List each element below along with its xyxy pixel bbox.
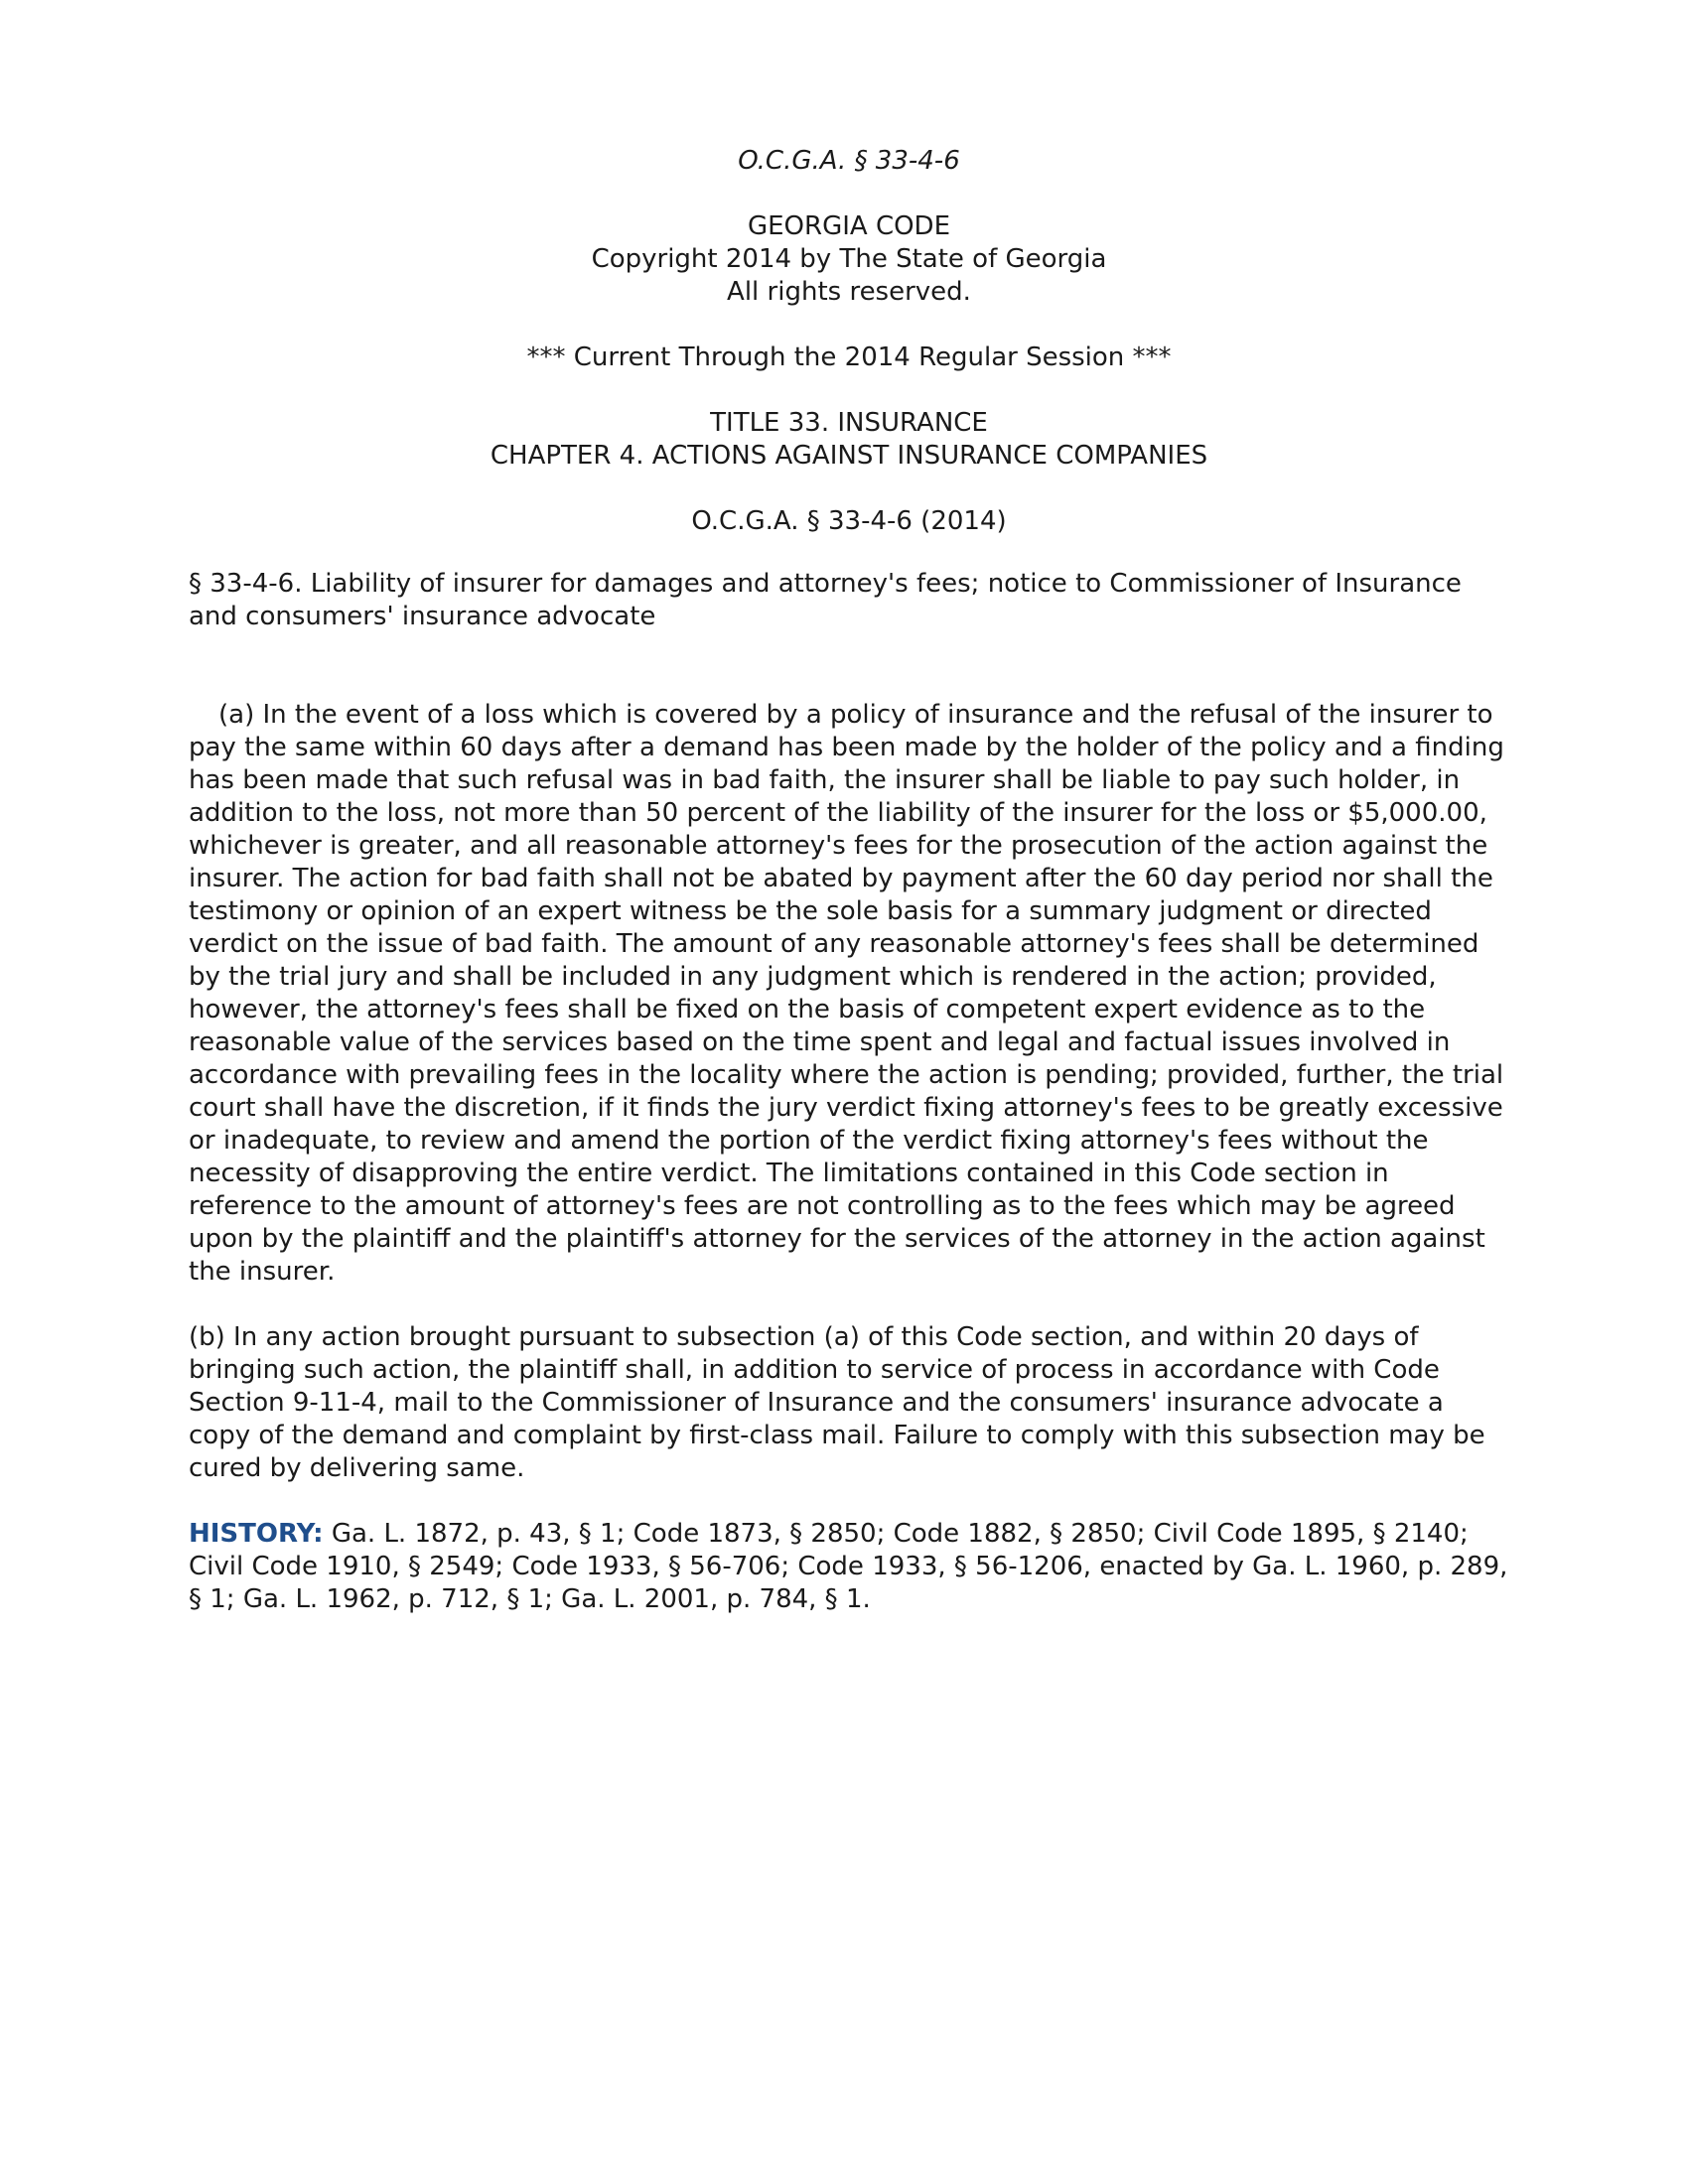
document-page (189, 145, 1509, 1616)
rights-line: All rights reserved. (727, 277, 971, 307)
title-heading: TITLE 33. INSURANCE (710, 408, 988, 438)
citation-title: O.C.G.A. § 33-4-6 (738, 146, 960, 176)
history-label: HISTORY: (189, 1519, 324, 1549)
section-citation: O.C.G.A. § 33-4-6 (2014) (691, 506, 1007, 536)
history-text: Ga. L. 1872, p. 43, § 1; Code 1873, § 2850; Code 1882, § 2850; Civil Code 1895, § 2140; Civil Code 1910, § 2549; Code 1933, § 56-706; Code 1933, § 56-1206, enacted by Ga. L. 1960, p. 289, § 1; Ga. L. 1962, p. 712, § 1; Ga. L. 2001, p. 784, § 1. (189, 1519, 1508, 1614)
currency-note: *** Current Through the 2014 Regular Session *** (526, 342, 1172, 372)
subsection-b: (b) In any action brought pursuant to subsection (a) of this Code section, and within 20 days of bringing such action, the plaintiff shall, in addition to service of process in accordance with Code Section 9-11-4, mail to the Commissioner of Insurance and the consumers' insurance advocate a copy of the demand and complaint by first-class mail. Failure to comply with this subsection may be cured by delivering same. (189, 1322, 1485, 1483)
history-block (189, 1518, 1509, 1616)
copyright-line: Copyright 2014 by The State of Georgia (591, 244, 1107, 274)
subsection-a (189, 699, 1509, 1289)
chapter-heading: CHAPTER 4. ACTIONS AGAINST INSURANCE COMPANIES (490, 441, 1208, 471)
section-heading: § 33-4-6. Liability of insurer for damages and attorney's fees; notice to Commissioner of Insurance and consumers' insurance advocate (189, 569, 1462, 631)
subsection-a-text: (a) In the event of a loss which is covered by a policy of insurance and the refusal of the insurer to pay the same within 60 days after a demand has been made by the holder of the policy and a finding has been made that such refusal was in bad faith, the insurer shall be liable to pay such holder, in addition to the loss, not more than 50 percent of the liability of the insurer for the loss or $5,000.00, whichever is greater, and all reasonable attorney's fees for the prosecution of the action against the insurer. The action for bad faith shall not be abated by payment after the 60 day period nor shall the testimony or opinion of an expert witness be the sole basis for a summary judgment or directed verdict on the issue of bad faith. The amount of any reasonable attorney's fees shall be determined by the trial jury and shall be included in any judgment which is rendered in the action; provided, however, the attorney's fees shall be fixed on the basis of competent expert evidence as to the reasonable value of the services based on the time spent and legal and factual issues involved in accordance with prevailing fees in the locality where the action is pending; provided, further, the trial court shall have the discretion, if it finds the jury verdict fixing attorney's fees to be greatly excessive or inadequate, to review and amend the portion of the verdict fixing attorney's fees without the necessity of disapproving the entire verdict. The limitations contained in this Code section in reference to the amount of attorney's fees are not controlling as to the fees which may be agreed upon by the plaintiff and the plaintiff's attorney for the services of the attorney in the action against the insurer. (189, 700, 1504, 1287)
code-name: GEORGIA CODE (747, 211, 951, 241)
